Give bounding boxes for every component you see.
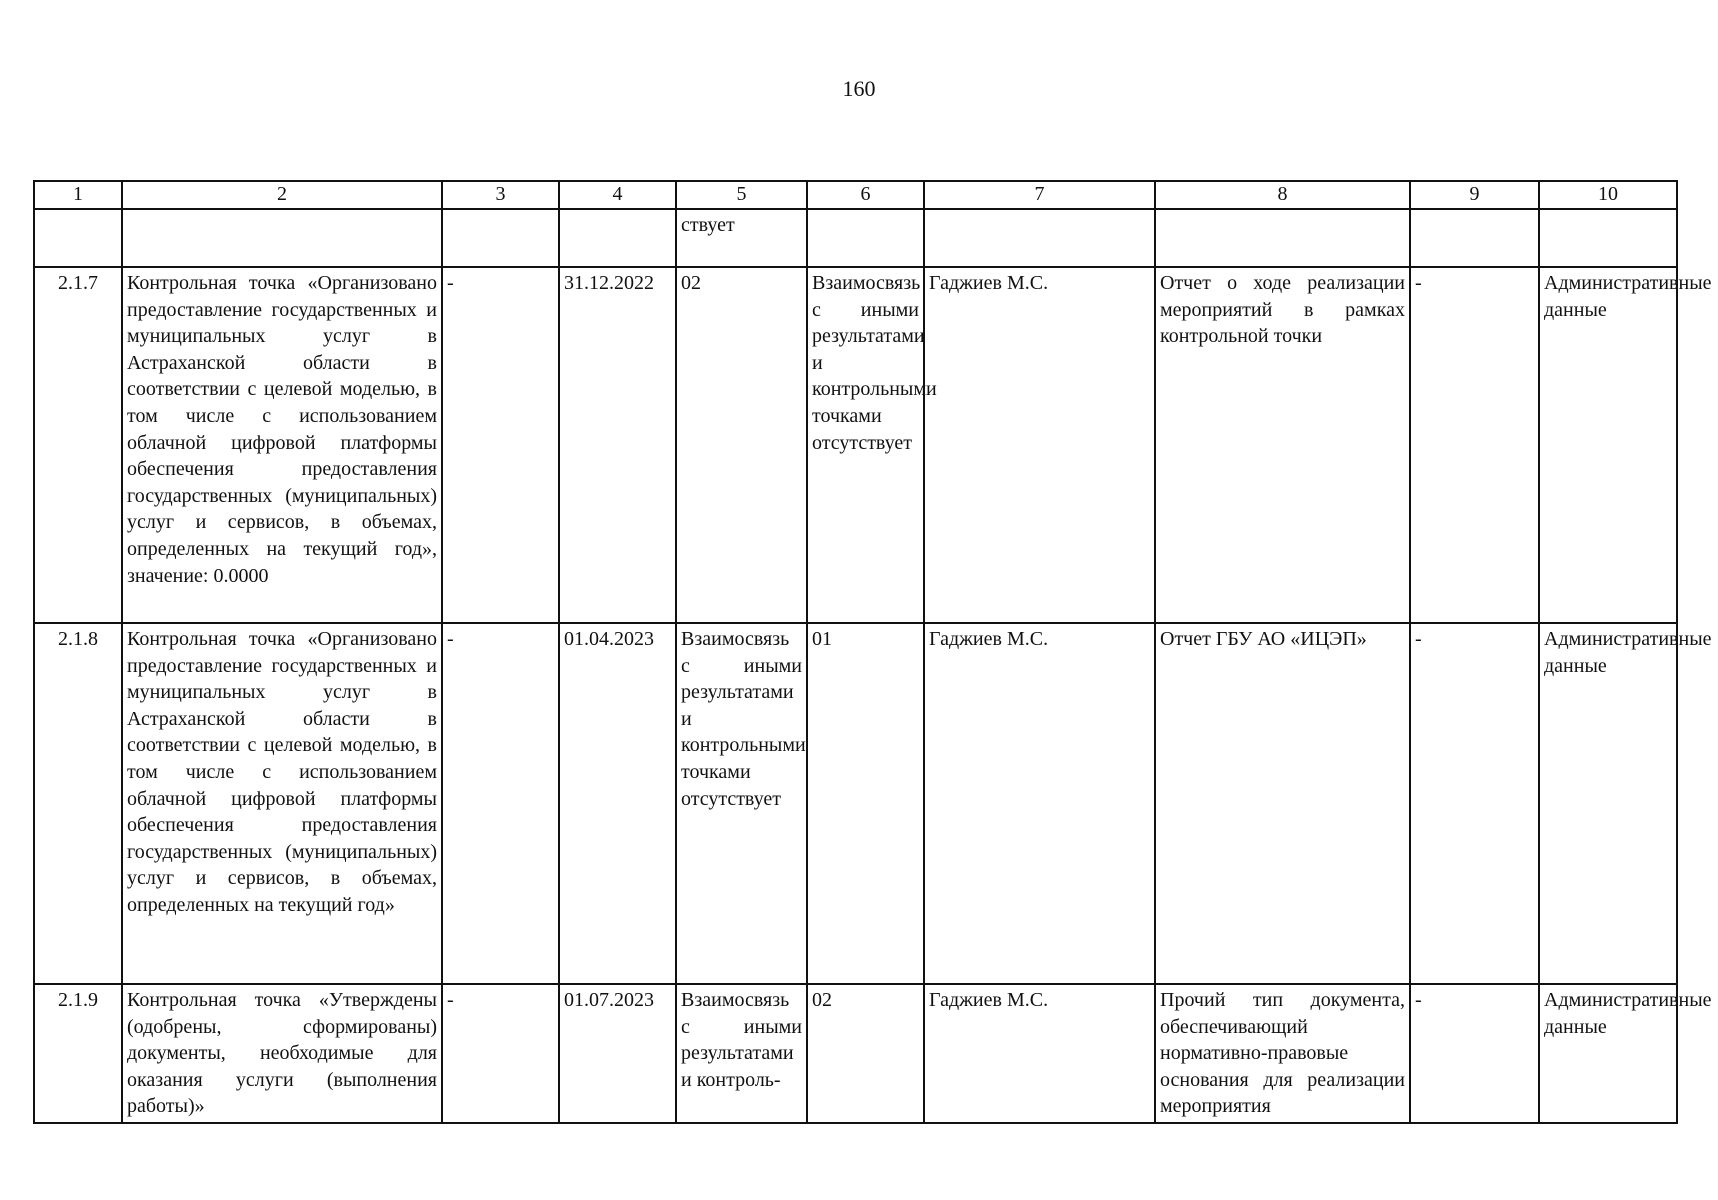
table-cell [924, 209, 1155, 267]
due-date: 01.07.2023 [559, 984, 676, 1123]
responsible-person: Гаджиев М.С. [924, 267, 1155, 623]
control-point-name: Контрольная точка «Организовано предоставление государственных и муниципальных услуг в Астраханской области в соответствии с целевой моделью, в том числе с использованием облачной цифровой платформы обеспечения предоставления государственных (муниципальных) услуг и сервисов, в объемах, определенных на текущий год» [122, 623, 442, 984]
column-header: 8 [1155, 181, 1410, 209]
row-number: 2.1.7 [34, 267, 122, 623]
column-header: 1 [34, 181, 122, 209]
row-number: 2.1.9 [34, 984, 122, 1123]
table-cell: - [1410, 623, 1539, 984]
due-date: 01.04.2023 [559, 623, 676, 984]
document-type: Отчет ГБУ АО «ИЦЭП» [1155, 623, 1410, 984]
column-header: 3 [442, 181, 559, 209]
table-cell: Взаимосвязь с иными результатами и контроль- [676, 984, 807, 1123]
table-cell: - [1410, 267, 1539, 623]
table-row [34, 984, 1677, 1123]
table-cell: - [1410, 984, 1539, 1123]
table-cell [1539, 209, 1677, 267]
table-cell [122, 209, 442, 267]
column-header: 4 [559, 181, 676, 209]
column-header: 2 [122, 181, 442, 209]
control-point-name: Контрольная точка «Организовано предоставление государственных и муниципальных услуг в Астраханской области в соответствии с целевой моделью, в том числе с использованием облачной цифровой платформы обеспечения предоставления государственных (муниципальных) услуг и сервисов, в объемах, определенных на текущий год», значение: 0.0000 [122, 267, 442, 623]
header-row [34, 181, 1677, 209]
table-cell: ствует [676, 209, 807, 267]
table-cell [1410, 209, 1539, 267]
data-source: Административные данные [1539, 623, 1677, 984]
responsible-person: Гаджиев М.С. [924, 984, 1155, 1123]
column-header: 7 [924, 181, 1155, 209]
control-points-table [33, 180, 1712, 1124]
table-cell [442, 209, 559, 267]
table-row [34, 623, 1677, 984]
column-header: 10 [1539, 181, 1677, 209]
data-source: Административные данные [1539, 984, 1677, 1123]
row-number: 2.1.8 [34, 623, 122, 984]
document-type: Прочий тип документа, обеспечивающий нормативно-правовые основания для реализации мероприятия [1155, 984, 1410, 1123]
document-type: Отчет о ходе реализации мероприятий в рамках контрольной точки [1155, 267, 1410, 623]
column-header: 9 [1410, 181, 1539, 209]
table-cell [34, 209, 122, 267]
table-cell: 02 [676, 267, 807, 623]
table-cell [807, 209, 924, 267]
table-cell: 02 [807, 984, 924, 1123]
column-header: 6 [807, 181, 924, 209]
table-cell: - [442, 984, 559, 1123]
table-cell: - [442, 267, 559, 623]
table-cell [1155, 209, 1410, 267]
continuation-row [34, 209, 1677, 267]
table-cell: 01 [807, 623, 924, 984]
responsible-person: Гаджиев М.С. [924, 623, 1155, 984]
page-number: 160 [842, 76, 876, 101]
table-cell [559, 209, 676, 267]
table-cell: - [442, 623, 559, 984]
table-row [34, 267, 1677, 623]
column-header: 5 [676, 181, 807, 209]
table-cell: Взаимосвязь с иными результатами и контрольными точками отсутствует [676, 623, 807, 984]
due-date: 31.12.2022 [559, 267, 676, 623]
control-point-name: Контрольная точка «Утверждены (одобрены, сформированы) документы, необходимые для оказания услуги (выполнения работы)» [122, 984, 442, 1123]
table-cell: Взаимосвязь с иными результатами и контрольными точками отсутствует [807, 267, 924, 623]
data-source: Административные данные [1539, 267, 1677, 623]
